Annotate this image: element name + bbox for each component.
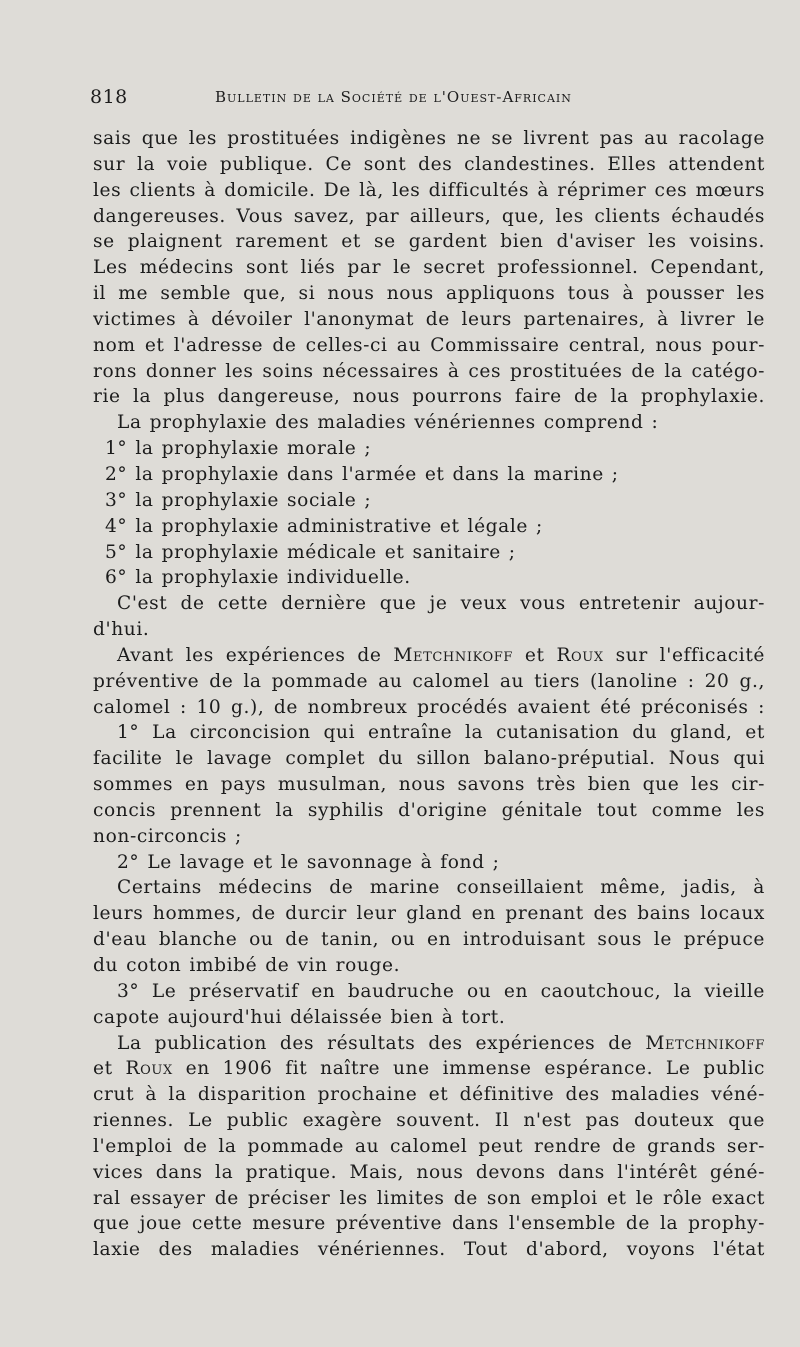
text-line: préventive de la pommade au calomel au tiers (lanoline : 20 g., [93,670,765,692]
text-line: du coton imbibé de vin rouge. [93,955,401,976]
text-line: sais que les prostituées indigènes ne se livrent pas au racolage [93,128,765,149]
text-segment: en 1906 fit naître une immense espérance. Le public [172,1058,765,1080]
text-line: Les médecins sont liés par le secret professionnel. Cependant, [93,257,765,279]
text-line: les clients à domicile. De là, les difficultés à réprimer ces mœurs [93,179,765,201]
text-line: nom et l'adresse de celles-ci au Commissaire central, nous pour- [93,334,765,356]
text-line: d'hui. [93,619,150,641]
list-item: 6° la prophylaxie individuelle. [105,567,411,589]
text-line: que joue cette mesure préventive dans l'ensemble de la prophy- [93,1213,765,1235]
text-line: se plaignent rarement et se gardent bien d'aviser les voisins. [93,231,765,253]
text-line: dangereuses. Vous savez, par ailleurs, que, les clients échaudés [93,205,765,227]
running-title: Bulletin de la Société de l'Ouest-Africain [215,88,572,106]
list-item: 4° la prophylaxie administrative et légale ; [105,515,543,537]
author-name: Roux [125,1058,173,1080]
text-line: La prophylaxie des maladies vénériennes comprend : [117,412,659,434]
text-line: riennes. Le public exagère souvent. Il n'est pas douteux que [93,1110,765,1132]
text-line: rons donner les soins nécessaires à ces prostituées de la catégo- [93,360,765,382]
text-line: vices dans la pratique. Mais, nous devons dans l'intérêt géné- [93,1161,765,1183]
list-item: 2° la prophylaxie dans l'armée et dans la marine ; [105,463,619,485]
text-line [93,1031,765,1057]
page-header [90,86,770,116]
text-line: Certains médecins de marine conseillaient même, jadis, à [117,877,765,899]
text-line: sur la voie publique. Ce sont des clandestines. Elles attendent [93,153,765,175]
text-line: leurs hommes, de durcir leur gland en prenant des bains locaux [93,903,765,925]
text-line: C'est de cette dernière que je veux vous entretenir aujour- [117,593,765,615]
text-line: ral essayer de préciser les limites de son emploi et le rôle exact [93,1187,765,1209]
text-line: non-circoncis ; [93,825,242,847]
text-segment: Avant les expériences de [117,644,394,666]
text-line: 3° Le préservatif en baudruche ou en caoutchouc, la vieille [117,980,765,1002]
text-line: d'eau blanche ou de tanin, ou en introduisant sous le prépuce [93,929,765,951]
text-line: sommes en pays musulman, nous savons très bien que les cir- [93,774,765,796]
text-line: crut à la disparition prochaine et définitive des maladies véné- [93,1084,765,1106]
text-line: calomel : 10 g.), de nombreux procédés avaient été préconisés : [93,696,765,718]
list-item: 1° la prophylaxie morale ; [105,438,372,460]
text-segment: et [93,1058,126,1080]
text-line: l'emploi de la pommade au calomel peut rendre de grands ser- [93,1135,765,1157]
text-segment: et [513,644,557,666]
author-name: Metchnikoff [393,644,514,666]
text-line: concis prennent la syphilis d'origine génitale tout comme les [93,799,765,821]
text-segment: sur l'efficacité [603,644,765,666]
text-line: facilite le lavage complet du sillon balano-préputial. Nous qui [93,748,765,770]
text-line: laxie des maladies vénériennes. Tout d'abord, voyons l'état [93,1239,765,1261]
text-line: il me semble que, si nous nous appliquons tous à pousser les [93,283,765,305]
author-name: Roux [556,644,604,666]
text-line: 2° Le lavage et le savonnage à fond ; [117,851,500,873]
text-line [93,643,765,669]
text-line: victimes à dévoiler l'anonymat de leurs partenaires, à livrer le [93,308,765,330]
text-line: capote aujourd'hui délaissée bien à tort. [93,1006,506,1028]
author-name: Metchnikoff [645,1032,765,1054]
text-line [93,1056,765,1082]
text-line: 1° La circoncision qui entraîne la cutanisation du gland, et [117,722,765,744]
page-number: 818 [90,86,128,108]
list-item: 5° la prophylaxie médicale et sanitaire ; [105,541,516,563]
list-item: 3° la prophylaxie sociale ; [105,489,372,511]
body-text [93,126,765,1263]
text-line: rie la plus dangereuse, nous pourrons faire de la prophylaxie. [93,386,765,408]
text-segment: La publication des résultats des expériences de [117,1032,646,1054]
